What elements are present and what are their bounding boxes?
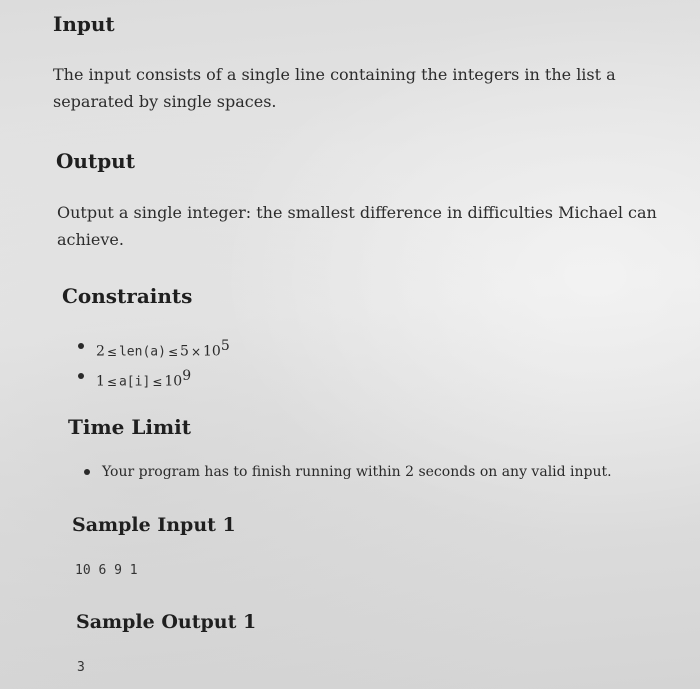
constraint-upper-exponent: 9 — [182, 368, 192, 384]
constraint-upper-exponent: 5 — [220, 338, 230, 354]
constraint-lower-bound: 2 — [96, 343, 105, 360]
constraint-upper-mantissa: 5 — [180, 343, 189, 360]
leq-symbol: ≤ — [167, 344, 179, 359]
time-limit-list — [80, 457, 612, 487]
constraint-item — [74, 361, 230, 391]
time-limit-heading: Time Limit — [68, 415, 191, 439]
constraint-item — [74, 331, 230, 361]
output-heading: Output — [56, 149, 135, 173]
constraint-upper-base: 10 — [164, 373, 183, 390]
leq-symbol: ≤ — [106, 374, 117, 389]
output-description: Output a single integer: the smallest difference in difficulties Michael can achieve. — [57, 203, 657, 249]
time-limit-item — [80, 457, 612, 487]
constraint-expression: a[i] — [118, 374, 151, 390]
input-description: The input consists of a single line containing the integers in the list a separated by single spaces. — [53, 65, 616, 111]
sample-input-heading: Sample Input 1 — [72, 514, 236, 536]
leq-symbol: ≤ — [106, 344, 117, 359]
sample-output-code: 3 — [77, 660, 85, 675]
sample-output-heading: Sample Output 1 — [76, 611, 257, 633]
sample-input-code: 10 6 9 1 — [75, 563, 138, 578]
time-limit-text: Your program has to finish running within 2 seconds on any valid input. — [102, 464, 612, 480]
input-heading: Input — [53, 12, 115, 36]
bullet-icon — [78, 343, 84, 349]
constraint-upper-base: 10 — [203, 343, 221, 360]
times-symbol: × — [190, 344, 201, 359]
leq-symbol: ≤ — [152, 374, 163, 389]
constraints-list — [74, 331, 230, 391]
constraints-heading: Constraints — [62, 284, 193, 308]
constraint-lower-bound: 1 — [96, 373, 105, 390]
bullet-icon — [84, 469, 90, 475]
constraint-expression: len(a) — [118, 344, 166, 360]
bullet-icon — [78, 373, 84, 379]
